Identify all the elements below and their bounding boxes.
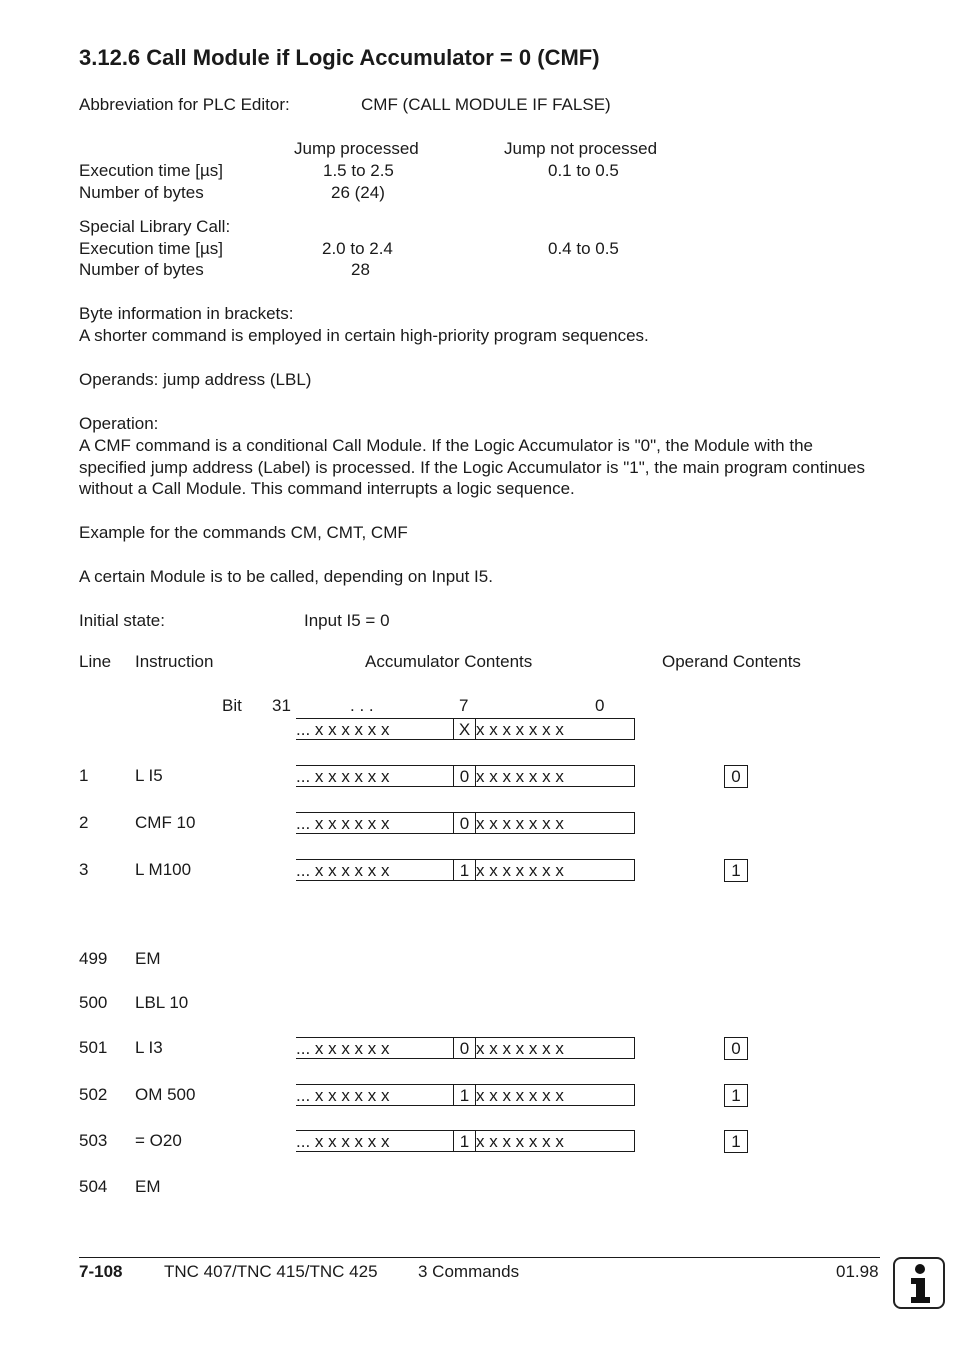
row-line-number: 1 bbox=[79, 766, 89, 785]
special-heading: Special Library Call: bbox=[79, 217, 231, 236]
acc-bit-7: X bbox=[453, 719, 476, 739]
row-instruction: EM bbox=[135, 1177, 161, 1196]
col-header-accumulator: Accumulator Contents bbox=[365, 652, 533, 671]
timing-row-v1: 26 (24) bbox=[331, 183, 385, 202]
timing-row-label: Number of bytes bbox=[79, 183, 204, 202]
accumulator-box bbox=[296, 859, 635, 881]
acc-bit-7: 1 bbox=[453, 860, 476, 880]
acc-low-bits: x x x x x x x bbox=[476, 814, 564, 833]
acc-bit-7: 0 bbox=[453, 813, 476, 833]
row-instruction: CMF 10 bbox=[135, 813, 196, 832]
operands-text: Operands: jump address (LBL) bbox=[79, 370, 312, 389]
operand-box: 1 bbox=[724, 1130, 748, 1153]
row-line-number: 3 bbox=[79, 860, 89, 879]
bit-0-label: 0 bbox=[595, 696, 605, 715]
acc-high-bits: ... x x x x x x bbox=[296, 1039, 390, 1058]
acc-high-bits: ... x x x x x x bbox=[296, 861, 390, 880]
acc-low-bits: x x x x x x x bbox=[476, 1086, 564, 1105]
acc-low-bits: x x x x x x x bbox=[476, 720, 564, 739]
special-row-label: Execution time [µs] bbox=[79, 239, 223, 258]
operand-box: 1 bbox=[724, 859, 748, 882]
acc-low-bits: x x x x x x x bbox=[476, 767, 564, 786]
accumulator-box bbox=[296, 1037, 635, 1059]
row-line-number: 499 bbox=[79, 949, 108, 968]
acc-high-bits: ... x x x x x x bbox=[296, 767, 390, 786]
initial-state-value: Input I5 = 0 bbox=[304, 611, 390, 630]
row-instruction: LBL 10 bbox=[135, 993, 189, 1012]
footer-rule bbox=[79, 1257, 880, 1258]
special-row-label: Number of bytes bbox=[79, 260, 204, 279]
special-row-v1: 28 bbox=[351, 260, 370, 279]
row-instruction: = O20 bbox=[135, 1131, 182, 1150]
timing-col1-header: Jump processed bbox=[294, 139, 419, 158]
info-icon bbox=[893, 1257, 945, 1309]
row-line-number: 501 bbox=[79, 1038, 108, 1057]
operation-text: A CMF command is a conditional Call Module. If the Logic Accumulator is "0", the Module with the specified jump address (Label) is processed. If the Logic Accumulator is "1", the main program continues without a Call Module. This command interrupts a logic sequence. bbox=[79, 436, 865, 499]
bit-31-label: 31 bbox=[272, 696, 291, 715]
row-instruction: L M100 bbox=[135, 860, 192, 879]
timing-col2-header: Jump not processed bbox=[504, 139, 658, 158]
acc-bit-7: 0 bbox=[453, 1038, 476, 1058]
acc-low-bits: x x x x x x x bbox=[476, 861, 564, 880]
operand-box: 1 bbox=[724, 1084, 748, 1107]
accumulator-box bbox=[296, 1130, 635, 1152]
bit-dots: . . . bbox=[350, 696, 374, 715]
operand-box: 0 bbox=[724, 765, 748, 788]
byte-info-text: A shorter command is employed in certain high-priority program sequences. bbox=[79, 326, 649, 345]
col-header-operand: Operand Contents bbox=[662, 652, 801, 671]
footer-model: TNC 407/TNC 415/TNC 425 bbox=[164, 1262, 378, 1281]
section-heading: 3.12.6 Call Module if Logic Accumulator = 0 (CMF) bbox=[79, 45, 600, 70]
abbrev-label: Abbreviation for PLC Editor: bbox=[79, 95, 290, 114]
byte-info-heading: Byte information in brackets: bbox=[79, 304, 294, 323]
col-header-line: Line bbox=[79, 652, 112, 671]
row-line-number: 502 bbox=[79, 1085, 108, 1104]
acc-low-bits: x x x x x x x bbox=[476, 1039, 564, 1058]
initial-state-label: Initial state: bbox=[79, 611, 165, 630]
timing-row-v2: 0.1 to 0.5 bbox=[548, 161, 619, 180]
row-line-number: 500 bbox=[79, 993, 108, 1012]
acc-high-bits: ... x x x x x x bbox=[296, 814, 390, 833]
special-row-v1: 2.0 to 2.4 bbox=[322, 239, 393, 258]
accumulator-box bbox=[296, 765, 635, 787]
bit-7-label: 7 bbox=[459, 696, 469, 715]
operation-heading: Operation: bbox=[79, 414, 159, 433]
acc-low-bits: x x x x x x x bbox=[476, 1132, 564, 1151]
timing-row-label: Execution time [µs] bbox=[79, 161, 223, 180]
timing-row-v1: 1.5 to 2.5 bbox=[323, 161, 394, 180]
abbrev-value: CMF (CALL MODULE IF FALSE) bbox=[361, 95, 611, 114]
special-row-v2: 0.4 to 0.5 bbox=[548, 239, 619, 258]
col-header-instruction: Instruction bbox=[135, 652, 214, 671]
example-heading: Example for the commands CM, CMT, CMF bbox=[79, 523, 408, 542]
row-instruction: EM bbox=[135, 949, 161, 968]
row-instruction: OM 500 bbox=[135, 1085, 196, 1104]
row-line-number: 503 bbox=[79, 1131, 108, 1150]
operand-box: 0 bbox=[724, 1037, 748, 1060]
footer-date: 01.98 bbox=[836, 1262, 879, 1281]
accumulator-header-box bbox=[296, 718, 635, 740]
row-instruction: L I5 bbox=[135, 766, 163, 785]
row-line-number: 504 bbox=[79, 1177, 108, 1196]
acc-high-bits: ... x x x x x x bbox=[296, 1132, 390, 1151]
accumulator-box bbox=[296, 812, 635, 834]
footer-chapter: 3 Commands bbox=[418, 1262, 520, 1281]
acc-high-bits: ... x x x x x x bbox=[296, 1086, 390, 1105]
row-line-number: 2 bbox=[79, 813, 89, 832]
acc-bit-7: 1 bbox=[453, 1085, 476, 1105]
acc-high-bits: ... x x x x x x bbox=[296, 720, 390, 739]
page-number: 7-108 bbox=[79, 1262, 123, 1281]
accumulator-box bbox=[296, 1084, 635, 1106]
row-instruction: L I3 bbox=[135, 1038, 163, 1057]
example-description: A certain Module is to be called, depending on Input I5. bbox=[79, 567, 493, 586]
acc-bit-7: 0 bbox=[453, 766, 476, 786]
bit-label: Bit bbox=[222, 696, 242, 715]
acc-bit-7: 1 bbox=[453, 1131, 476, 1151]
